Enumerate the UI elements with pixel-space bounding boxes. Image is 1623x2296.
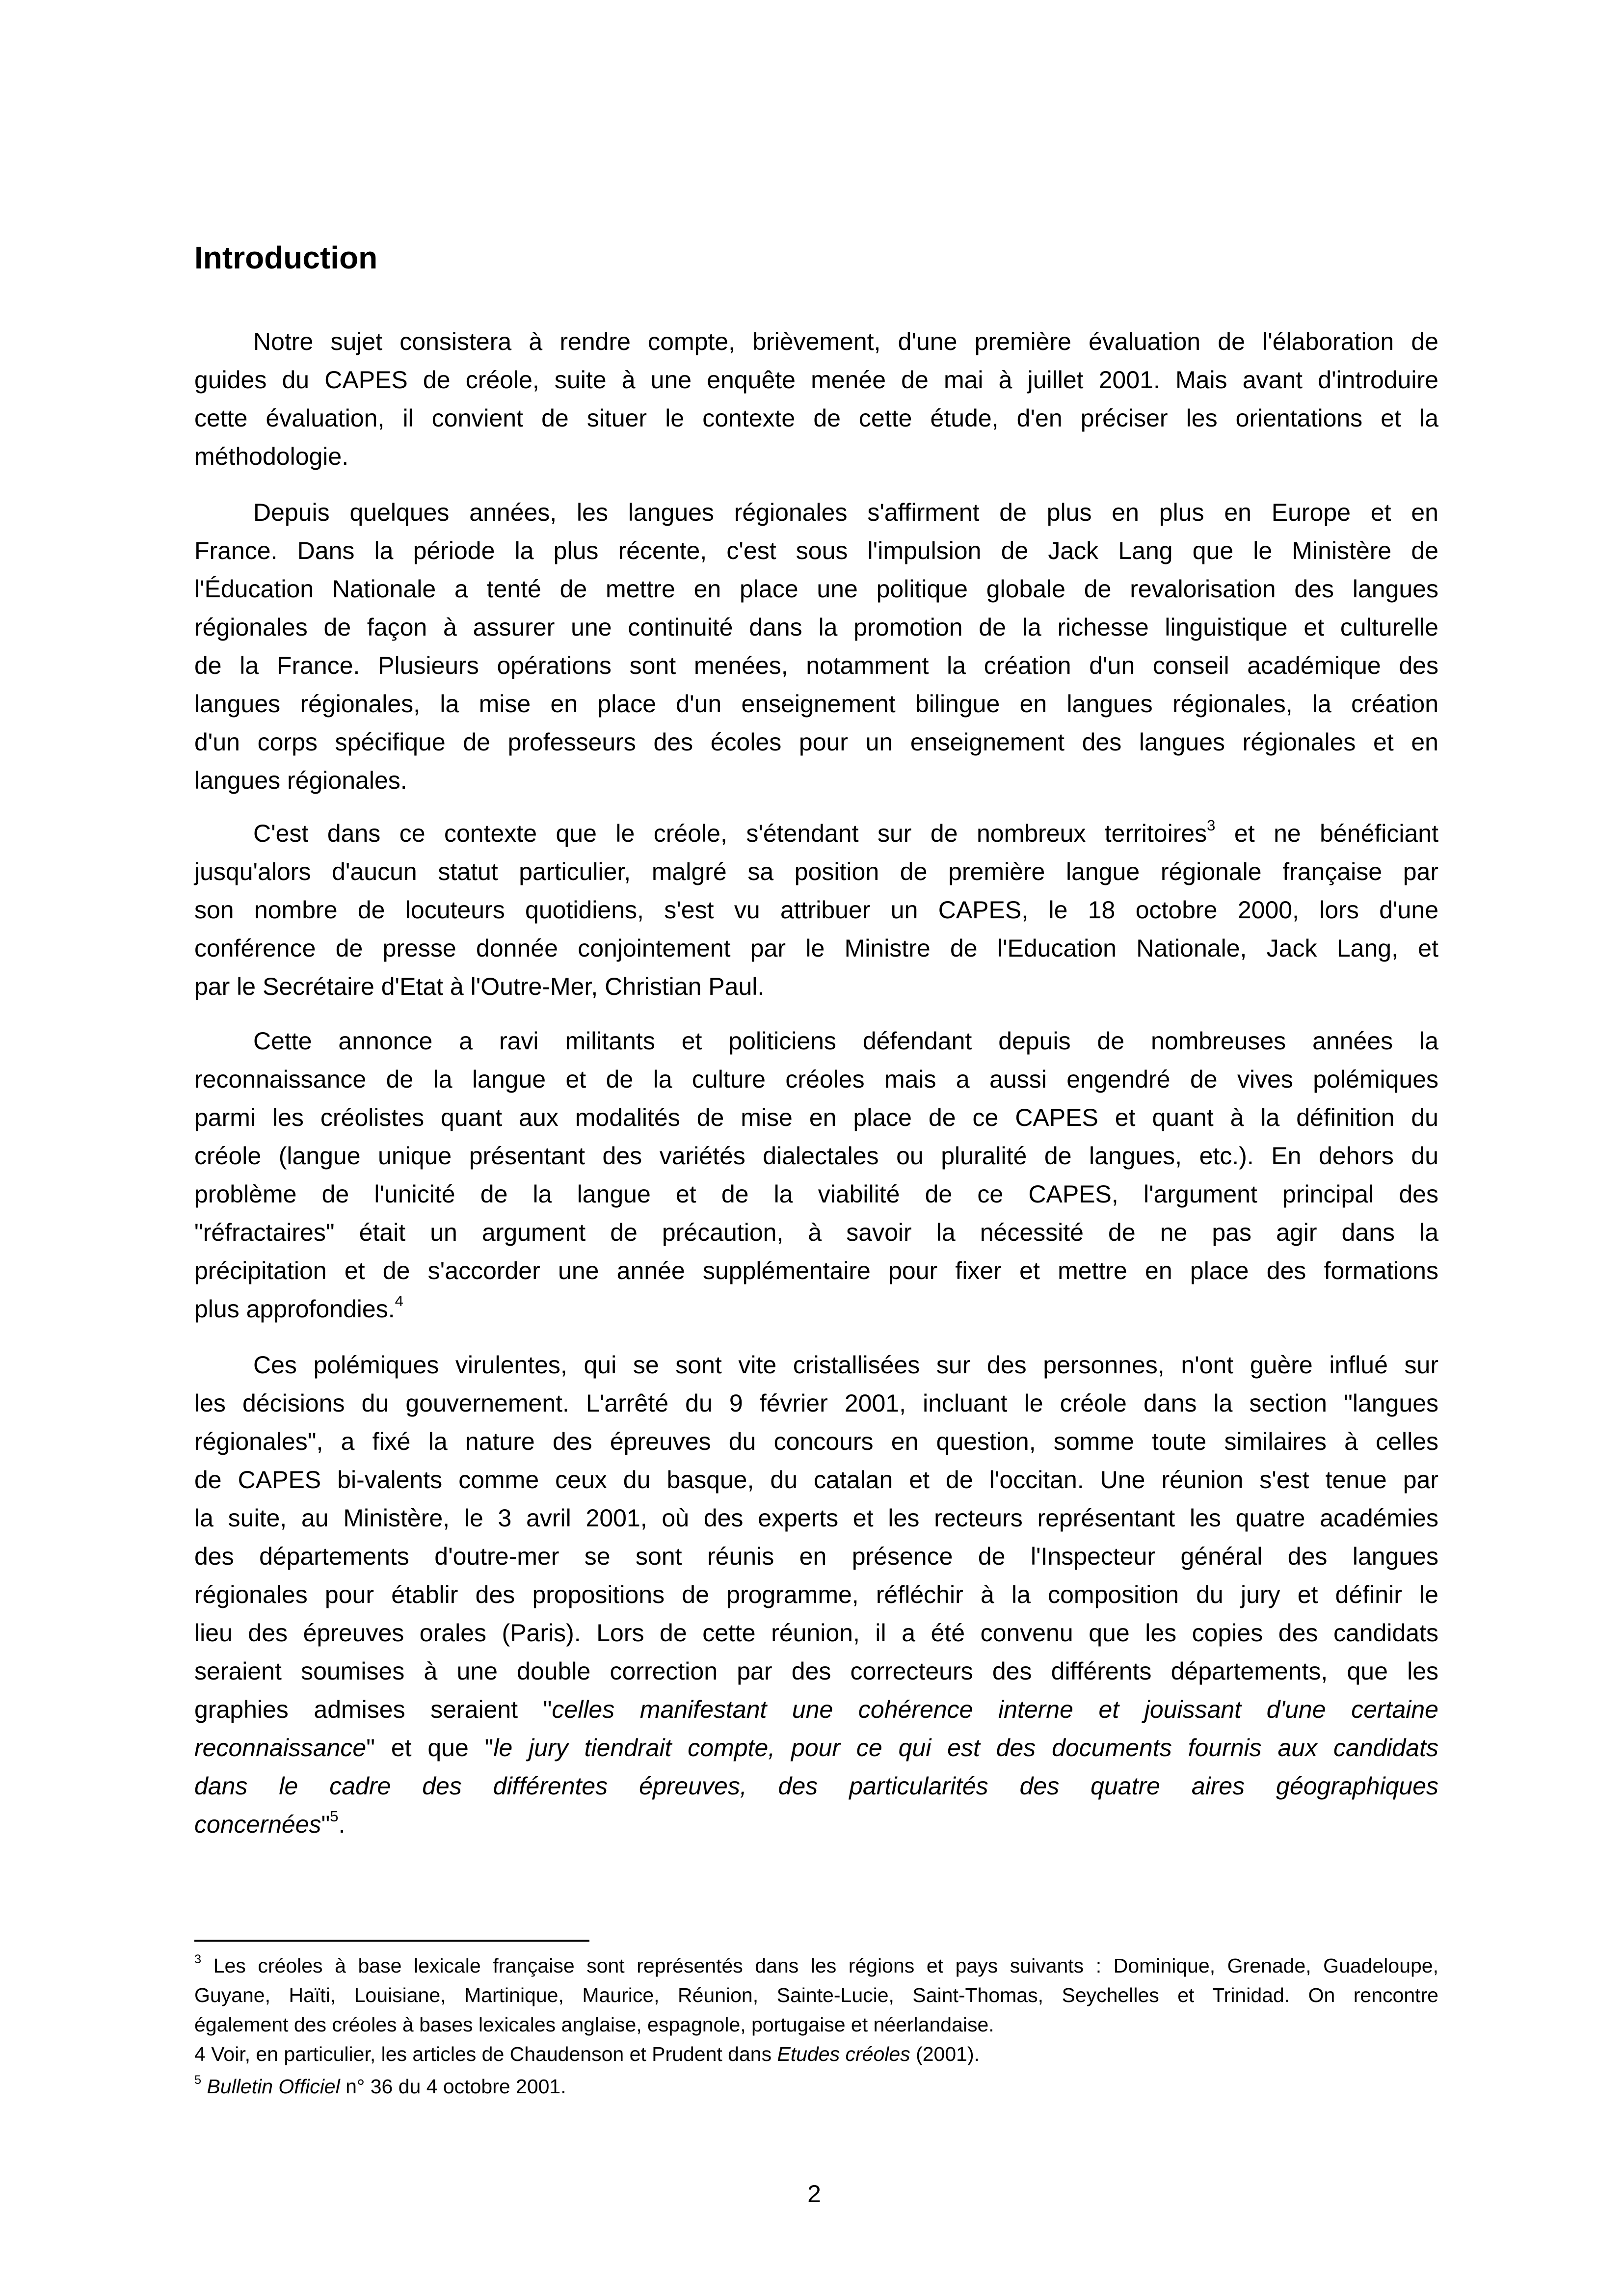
text-line: précipitation et de s'accorder une année supplémentaire pour fixer et mettre en place des formations	[194, 1257, 1438, 1284]
italic-text: le jury tiendrait compte, pour ce qui est des documents fournis aux candidats	[493, 1734, 1439, 1762]
text-line	[194, 1805, 1438, 1843]
text-line: régionales pour établir des propositions de programme, réfléchir à la composition du jury et définir le	[194, 1581, 1438, 1608]
text-line: régionales", a fixé la nature des épreuves du concours en question, somme toute similaires à celles	[194, 1428, 1438, 1455]
text-segment: .	[338, 1811, 346, 1838]
text-line: Depuis quelques années, les langues régionales s'affirment de plus en plus en Europe et en	[253, 499, 1438, 526]
text-line: par le Secrétaire d'Etat à l'Outre-Mer, Christian Paul.	[194, 973, 765, 1000]
text-line: parmi les créolistes quant aux modalités de mise en place de ce CAPES et quant à la définition du	[194, 1104, 1438, 1131]
text-segment: "	[321, 1811, 330, 1838]
text-segment	[201, 2075, 207, 2098]
paragraph-3	[194, 814, 1438, 1006]
text-line: reconnaissance de la langue et de la culture créoles mais a aussi engendré de vives polémiques	[194, 1066, 1438, 1093]
text-line: "réfractaires" était un argument de précaution, à savoir la nécessité de ne pas agir dans la	[194, 1219, 1438, 1246]
text-line: l'Éducation Nationale a tenté de mettre en place une politique globale de revalorisation des langues	[194, 575, 1438, 603]
text-line: conférence de presse donnée conjointement par le Ministre de l'Education Nationale, Jack Lang, et	[194, 934, 1438, 962]
footnote-reference: 5	[194, 2073, 202, 2087]
text-line: France. Dans la période la plus récente, c'est sous l'impulsion de Jack Lang que le Ministère de	[194, 537, 1438, 564]
text-line: Guyane, Haïti, Louisiane, Martinique, Maurice, Réunion, Sainte-Lucie, Saint-Thomas, Seychelles et Trinidad. On rencontre	[194, 1984, 1438, 2006]
page-number: 2	[807, 2180, 821, 2208]
text-segment: " et que "	[366, 1734, 494, 1762]
text-line	[194, 2072, 1438, 2101]
text-line	[194, 1951, 1438, 1980]
italic-text: Bulletin Officiel	[207, 2075, 340, 2098]
paragraph-2	[194, 493, 1438, 800]
footnote-reference: 5	[330, 1807, 339, 1825]
footnote-3	[194, 1951, 1438, 2039]
italic-text: Etudes créoles	[777, 2043, 910, 2065]
italic-text: reconnaissance	[194, 1734, 367, 1762]
text-line	[194, 1290, 1438, 1328]
text-line: régionales de façon à assurer une continuité dans la promotion de la richesse linguistique et culturelle	[194, 614, 1438, 641]
text-line: problème de l'unicité de la langue et de la viabilité de ce CAPES, l'argument principal des	[194, 1180, 1438, 1208]
text-segment: 4 Voir, en particulier, les articles de Chaudenson et Prudent dans	[194, 2043, 777, 2065]
text-line: guides du CAPES de créole, suite à une enquête menée de mai à juillet 2001. Mais avant d'introduire	[194, 366, 1438, 394]
text-segment: C'est dans ce contexte que le créole, s'étendant sur de nombreux territoires	[253, 820, 1207, 847]
text-line: seraient soumises à une double correction par des correcteurs des différents départements, que les	[194, 1657, 1438, 1685]
text-line	[194, 1767, 1438, 1805]
footnote-reference: 3	[1207, 816, 1216, 834]
text-line: les décisions du gouvernement. L'arrêté du 9 février 2001, incluant le créole dans la section "langues	[194, 1389, 1438, 1417]
footnote-4	[194, 2039, 1438, 2069]
text-line	[194, 1690, 1438, 1729]
text-line	[194, 1729, 1438, 1767]
footnote-reference: 4	[395, 1292, 403, 1309]
text-line: d'un corps spécifique de professeurs des écoles pour un enseignement des langues régionales et en	[194, 728, 1438, 756]
text-line: de la France. Plusieurs opérations sont menées, notamment la création d'un conseil académique des	[194, 652, 1438, 679]
section-heading: Introduction	[194, 240, 378, 275]
text-line	[194, 2039, 1438, 2069]
paragraph-5	[194, 1346, 1438, 1843]
text-line: également des créoles à bases lexicales anglaise, espagnole, portugaise et néerlandaise.	[194, 2013, 994, 2036]
paragraph-1	[194, 322, 1438, 476]
paragraph-4	[194, 1022, 1438, 1328]
text-line: son nombre de locuteurs quotidiens, s'est vu attribuer un CAPES, le 18 octobre 2000, lors d'une	[194, 896, 1438, 924]
text-line: des départements d'outre-mer se sont réunis en présence de l'Inspecteur général des langues	[194, 1543, 1438, 1570]
text-line: Notre sujet consistera à rendre compte, brièvement, d'une première évaluation de l'élaboration de	[253, 328, 1438, 355]
footnote-separator	[194, 1940, 589, 1942]
text-line: lieu des épreuves orales (Paris). Lors de cette réunion, il a été convenu que les copies des candidats	[194, 1619, 1438, 1647]
italic-text: dans le cadre des différentes épreuves, des particularités des quatre aires géographiques	[194, 1772, 1438, 1800]
text-line: la suite, au Ministère, le 3 avril 2001, où des experts et les recteurs représentant les quatre académies	[194, 1504, 1438, 1532]
text-segment: Les créoles à base lexicale française sont représentés dans les régions et pays suivants : Dominique, Grenade, Guadeloupe,	[201, 1954, 1438, 1977]
text-line: langues régionales, la mise en place d'un enseignement bilingue en langues régionales, la création	[194, 690, 1438, 718]
text-segment: n° 36 du 4 octobre 2001.	[340, 2075, 566, 2098]
italic-text: concernées	[194, 1811, 321, 1838]
text-line: cette évaluation, il convient de situer le contexte de cette étude, d'en préciser les orientations et la	[194, 404, 1438, 432]
text-line: Cette annonce a ravi militants et politiciens défendant depuis de nombreuses années la	[253, 1027, 1438, 1055]
text-line	[194, 814, 1438, 853]
footnote-5	[194, 2072, 1438, 2101]
text-line: méthodologie.	[194, 443, 349, 470]
text-line: créole (langue unique présentant des variétés dialectales ou pluralité de langues, etc.). En dehors du	[194, 1142, 1438, 1170]
text-segment: (2001).	[910, 2043, 980, 2065]
text-line: jusqu'alors d'aucun statut particulier, malgré sa position de première langue régionale française par	[194, 858, 1438, 885]
text-segment: plus approfondies.	[194, 1295, 395, 1323]
text-segment: et ne bénéficiant	[1215, 820, 1438, 847]
text-line: langues régionales.	[194, 767, 407, 794]
text-segment: graphies admises seraient "	[194, 1696, 552, 1723]
text-line: de CAPES bi-valents comme ceux du basque, du catalan et de l'occitan. Une réunion s'est tenue par	[194, 1466, 1438, 1494]
footnote-reference: 3	[194, 1952, 202, 1966]
italic-text: celles manifestant une cohérence interne et jouissant d'une certaine	[552, 1696, 1438, 1723]
text-line: Ces polémiques virulentes, qui se sont vite cristallisées sur des personnes, n'ont guère influé sur	[253, 1351, 1438, 1379]
